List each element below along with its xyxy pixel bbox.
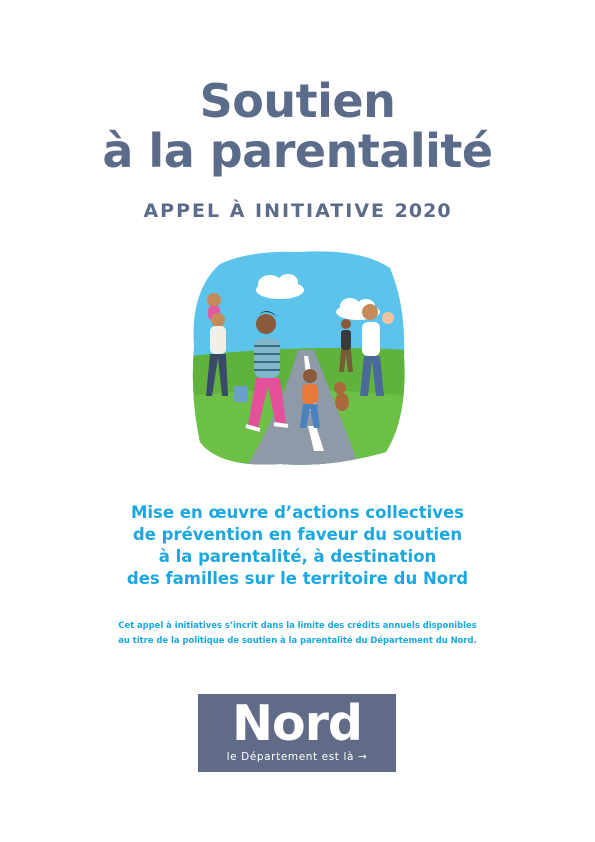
headline — [0, 502, 595, 590]
family-walking-illustration — [190, 246, 408, 468]
logo-word: Nord — [232, 695, 362, 752]
title-line-2: à la parentalité — [102, 124, 493, 178]
funding-note — [0, 618, 595, 648]
funding-note-line-1: Cet appel à initiatives s’incrit dans la limite des crédits annuels disponibles — [118, 620, 477, 630]
headline-line-2: de prévention en faveur du soutien — [132, 525, 463, 544]
headline-line-3: à la parentalité, à destination — [158, 547, 437, 566]
logo-tagline: le Département est là → — [226, 751, 368, 763]
headline-line-1: Mise en œuvre d’actions collectives — [130, 503, 465, 522]
subtitle-year: 2020 — [394, 200, 452, 222]
subtitle — [0, 200, 595, 222]
nord-logo — [198, 694, 396, 772]
headline-line-4: des familles sur le territoire du Nord — [126, 569, 469, 588]
illustration-svg — [190, 246, 408, 468]
title-line-1: Soutien — [199, 74, 396, 128]
funding-note-line-2: au titre de la politique de soutien à la parentalité du Département du Nord. — [118, 635, 477, 645]
subtitle-text: APPEL À INITIATIVE — [143, 200, 387, 222]
